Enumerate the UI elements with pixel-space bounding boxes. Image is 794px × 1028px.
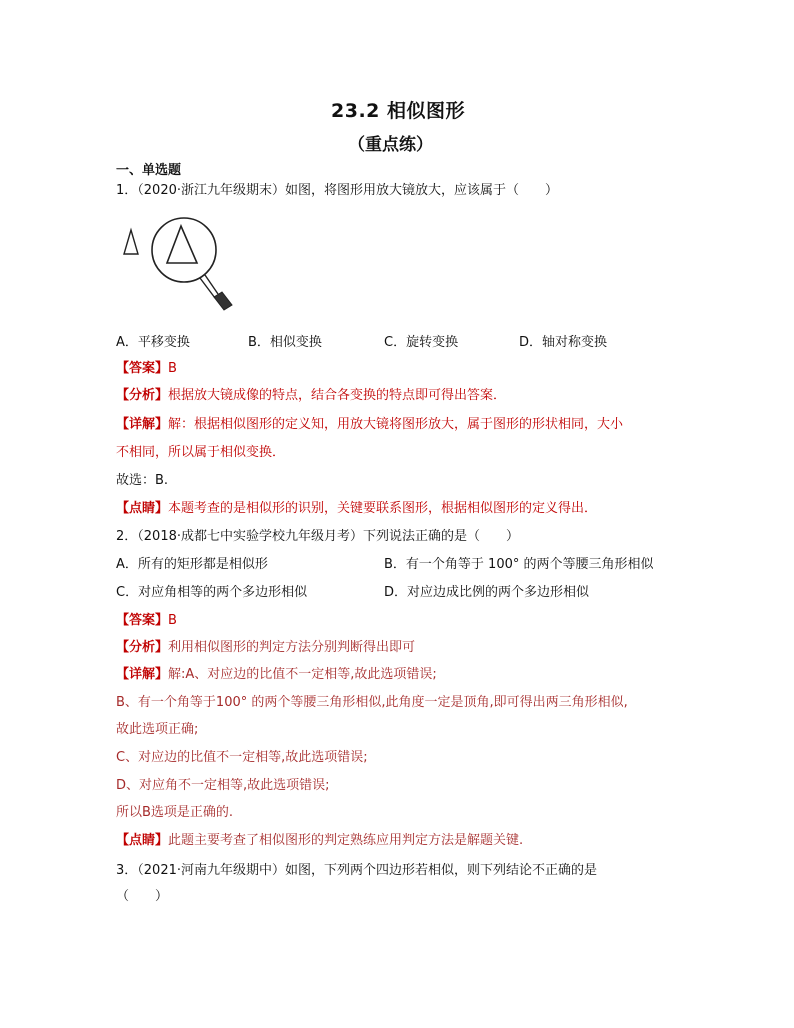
small-triangle-shape	[124, 230, 138, 254]
q1-answer: B	[168, 361, 177, 376]
page-subtitle: （重点练）	[348, 135, 433, 155]
q2-detail-row	[116, 666, 437, 684]
handle-grip	[214, 292, 232, 310]
q1-comment-row	[116, 500, 597, 518]
q1-option-d: D．轴对称变换	[519, 335, 608, 350]
detail-tag: 【详解】	[116, 417, 169, 432]
section-heading: 一、单选题	[116, 163, 182, 178]
q2-detail-line6: 所以B选项是正确的.	[116, 805, 234, 820]
detail-tag: 【详解】	[116, 667, 169, 682]
page-title: 23.2 相似图形	[331, 100, 465, 122]
q1-answer-row	[116, 360, 177, 378]
q2-option-a: A．所有的矩形都是相似形	[116, 557, 268, 572]
q1-detail-row	[116, 416, 623, 434]
q2-option-d: D．对应边成比例的两个多边形相似	[384, 585, 590, 600]
lens-circle	[152, 218, 216, 282]
q2-stem: 2．（2018·成都七中实验学校九年级月考）下列说法正确的是（ ）	[116, 529, 519, 544]
q2-detail-line3: 故此选项正确;	[116, 722, 199, 737]
magnifier-figure	[118, 214, 242, 318]
q1-analysis: 根据放大镜成像的特点，结合各变换的特点即可得出答案．	[168, 388, 507, 403]
q1-choice: 故选：B.	[116, 473, 169, 488]
q2-detail-line1: 解:A、对应边的比值不一定相等,故此选项错误;	[168, 667, 437, 682]
analysis-tag: 【分析】	[116, 388, 169, 403]
q2-analysis: 利用相似图形的判定方法分别判断得出即可	[168, 640, 416, 655]
q2-detail-line5: D、对应角不一定相等,故此选项错误;	[116, 778, 330, 793]
handle-outline-a	[200, 278, 215, 298]
q3-stem-line1: 3．（2021·河南九年级期中）如图，下列两个四边形若相似，则下列结论不正确的是	[116, 863, 597, 878]
comment-tag: 【点睛】	[116, 501, 169, 516]
answer-tag: 【答案】	[116, 361, 169, 376]
comment-tag: 【点睛】	[116, 833, 169, 848]
q1-option-b: B．相似变换	[248, 335, 322, 350]
q2-answer-row	[116, 612, 177, 630]
q2-option-c: C．对应角相等的两个多边形相似	[116, 585, 308, 600]
q1-stem: 1．（2020·浙江九年级期末）如图，将图形用放大镜放大，应该属于（ ）	[116, 183, 558, 198]
q1-option-a: A．平移变换	[116, 335, 190, 350]
q2-detail-line2: B、有一个角等于100° 的两个等腰三角形相似,此角度一定是顶角,即可得出两三角形相似,	[116, 695, 628, 710]
answer-tag: 【答案】	[116, 613, 169, 628]
q2-analysis-row	[116, 639, 415, 657]
q2-comment: 此题主要考查了相似图形的判定熟练应用判定方法是解题关键.	[168, 833, 524, 848]
analysis-tag: 【分析】	[116, 640, 169, 655]
magnified-triangle-shape	[167, 226, 197, 263]
q2-detail-line4: C、对应边的比值不一定相等,故此选项错误;	[116, 750, 368, 765]
q1-detail-line2: 不相同，所以属于相似变换．	[116, 445, 286, 460]
handle-neck	[205, 275, 218, 294]
q1-comment: 本题考查的是相似形的识别，关键要联系图形，根据相似图形的定义得出．	[168, 501, 598, 516]
q3-stem-line2: （ ）	[116, 889, 169, 904]
q2-answer: B	[168, 613, 177, 628]
q1-option-c: C．旋转变换	[384, 335, 459, 350]
q1-analysis-row	[116, 387, 506, 405]
q2-option-b: B．有一个角等于 100° 的两个等腰三角形相似	[384, 557, 654, 572]
q1-detail-line1: 解：根据相似图形的定义知，用放大镜将图形放大，属于图形的形状相同，大小	[168, 417, 624, 432]
q2-comment-row	[116, 832, 523, 850]
